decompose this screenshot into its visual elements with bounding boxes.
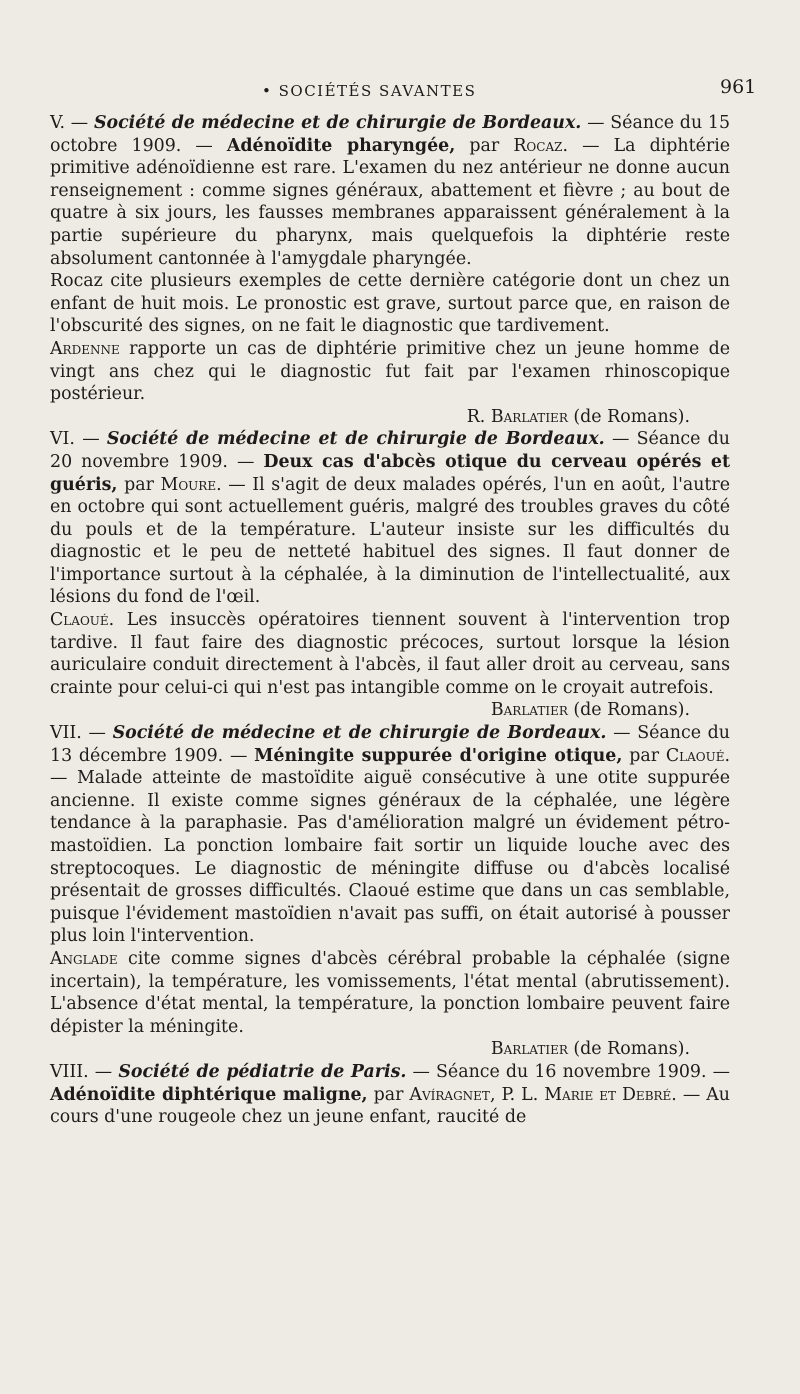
section-number: V. —: [50, 113, 89, 133]
signature: [50, 406, 730, 429]
section-title: Société de médecine et de chirurgie de Bordeaux.: [106, 429, 605, 450]
paragraph-text: rapporte un cas de diphtérie primitive chez un jeune homme de vingt ans chez qui le diagnostic fut fait par l'examen rhinoscopique postérieur.: [50, 338, 730, 405]
section-topic: Deux cas d'abcès otique du cerveau opérés et guéris,: [50, 451, 730, 495]
seance-date: — Séance du 20 novembre 1909. —: [50, 429, 730, 472]
section-topic: Méningite suppurée d'origine otique,: [254, 745, 623, 766]
section-vi: [50, 428, 730, 609]
author-name: Moure.: [160, 474, 222, 495]
section-topic: Adénoïdite pharyngée,: [226, 135, 456, 156]
page-number: 961: [720, 76, 757, 98]
seance-date: — Séance du 15 octobre 1909. —: [50, 113, 731, 156]
signature-name: R. Barlatier: [466, 406, 568, 427]
paragraph-text: — Malade atteinte de mastoïdite aiguë consécutive à une otite suppurée ancienne. Il existe comme signes généraux de la céphalée, une légère tendance à la paraphasie. Pas d'amélioration malgré un évidement pétro-mastoïdien. La ponction lombaire fait sortir un liquide louche avec des streptocoques. Le diagnostic de méningite diffuse ou d'abcès localisé présentait de grosses difficultés. Claoué estime que dans un cas semblable, puisque l'évidement mastoïdien n'avait pas suffi, on était autorisé à pousser plus loin l'intervention.: [50, 768, 730, 947]
section-vii: [50, 722, 730, 948]
page-header: [0, 76, 800, 106]
section-number: VIII. —: [50, 1061, 113, 1082]
signature-place: (de Romans).: [567, 700, 690, 721]
paragraph-text: — Il s'agit de deux malades opérés, l'un en août, l'autre en octobre qui sont actuellement guéris, malgré des troubles graves du côté du pouls et de la température. L'auteur insiste sur les difficultés du diagnostic et le peu de netteté habituel des signes. Il faut donner de l'importance surtout à la céphalée, à la diminution de l'intellectualité, aux lésions du fond de l'œil.: [50, 474, 731, 608]
signature-name: Barlatier: [490, 1039, 568, 1060]
paragraph-text: Les insuccès opératoires tiennent souvent à l'intervention trop tardive. Il faut faire des diagnostic précoces, surtout lorsque la lésion auriculaire conduit directement à l'abcès, il faut aller droit au cerveau, sans crainte pour celui-ci qui n'est pas intangible comme on le croyait autrefois.: [50, 610, 730, 698]
person-name: Rocaz: [50, 271, 103, 292]
section-title: Société de médecine et de chirurgie de Bordeaux.: [112, 723, 607, 744]
section-viii: [50, 1061, 730, 1129]
person-name: Ardenne: [50, 338, 120, 359]
paragraph-text: — La diphtérie primitive adénoïdienne est rare. L'examen du nez antérieur ne donne aucun renseignement : comme signes généraux, abattement et fièvre ; au bout de quatre à six jours, les fausses membranes apparaissent généralement à la partie supérieure du pharynx, mais quelquefois la diphtérie reste absolument cantonnée à l'amygdale pharyngée.: [50, 135, 731, 269]
section-title: Société de pédiatrie de Paris.: [118, 1061, 407, 1082]
paragraph-text: cite plusieurs exemples de cette dernière catégorie dont un chez un enfant de huit mois. Le pronostic est grave, surtout parce que, en raison de l'obscurité des signes, on ne fait le diagnostic que tardivement.: [50, 271, 730, 337]
section-number: VI. —: [50, 429, 100, 450]
person-name: Anglade: [50, 948, 118, 969]
paragraph: [50, 948, 730, 1038]
section-v: [50, 112, 730, 270]
author-lead: par: [373, 1084, 404, 1105]
seance-date: — Séance du 16 novembre 1909. —: [406, 1061, 730, 1082]
person-name: Claoué.: [50, 610, 115, 631]
running-head: • SOCIÉTÉS SAVANTES: [262, 82, 477, 100]
signature: [50, 1038, 730, 1061]
author-name: Claoué.: [665, 745, 730, 766]
author-lead: par: [629, 745, 660, 766]
section-title: Société de médecine et de chirurgie de Bordeaux.: [93, 113, 582, 133]
author-lead: par: [469, 135, 500, 156]
section-topic: Adénoïdite diphtérique maligne,: [50, 1084, 368, 1105]
paragraph: [50, 609, 730, 699]
article-body: [50, 112, 730, 1129]
paragraph-text: cite comme signes d'abcès cérébral probable la céphalée (signe incertain), la température, les vomissements, l'état mental (abrutissement). L'absence d'état mental, la température, la ponction lombaire peuvent faire dépister la méningite.: [50, 948, 730, 1037]
paragraph: [50, 338, 730, 406]
author-name: Avíragnet, P. L. Marie et Debré.: [409, 1084, 677, 1105]
section-number: VII. —: [50, 723, 106, 744]
paragraph: [50, 270, 730, 338]
signature-place: (de Romans).: [567, 1039, 690, 1060]
author-name: Rocaz.: [513, 135, 568, 156]
seance-date: — Séance du 13 décembre 1909. —: [50, 723, 730, 766]
signature-place: (de Romans).: [567, 406, 690, 427]
signature: [50, 699, 730, 722]
signature-name: Barlatier: [490, 700, 568, 721]
author-lead: par: [124, 474, 154, 495]
paragraph-text: — Au cours d'une rougeole chez un jeune enfant, raucité de: [50, 1084, 730, 1128]
